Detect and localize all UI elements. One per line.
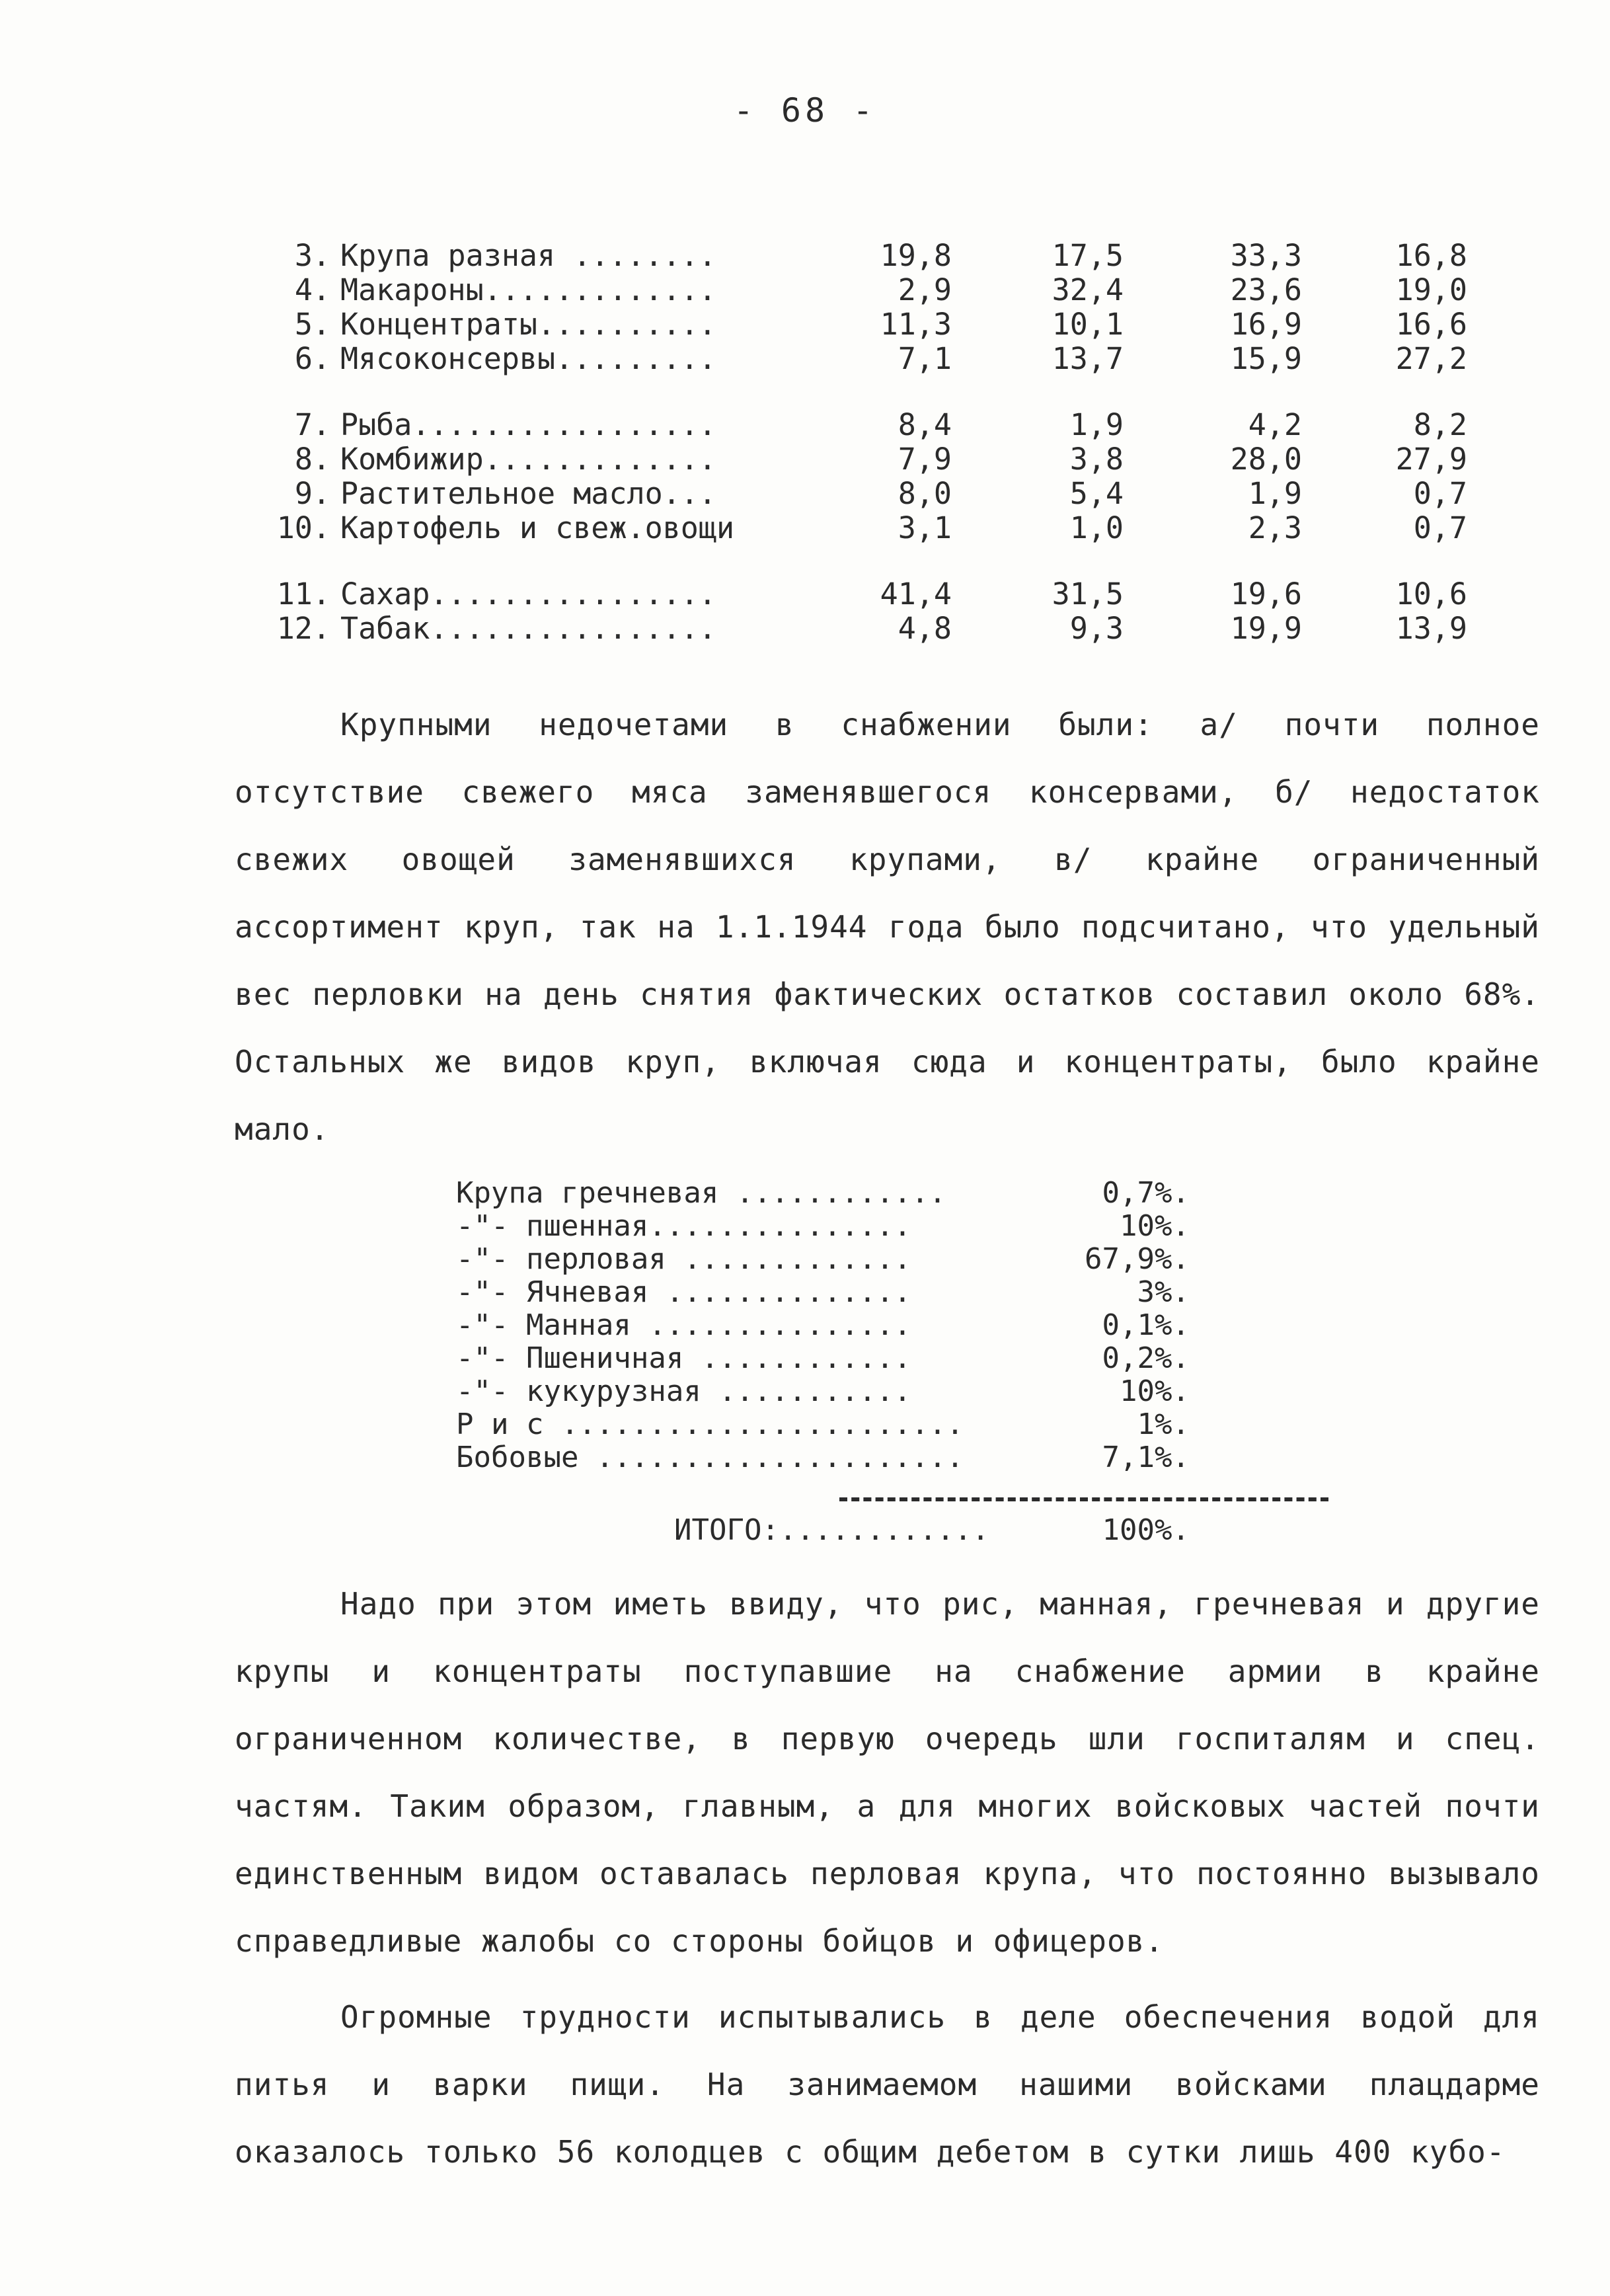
table-row: 5. Концентраты.......... 11,3 10,1 16,9 16,6 (294, 307, 1467, 342)
total-row: ИТОГО:............ 100%. (674, 1513, 1190, 1547)
table-row: 8. Комбижир............. 7,9 3,8 28,0 27,9 (294, 442, 1467, 477)
total-divider (839, 1497, 1328, 1501)
table-row: 7. Рыба................. 8,4 1,9 4,2 8,2 (294, 407, 1467, 442)
table-row: 3. Крупа разная ........ 19,8 17,5 33,3 16,8 (294, 238, 1467, 273)
table-row: 9. Растительное масло... 8,0 5,4 1,9 0,7 (294, 476, 1467, 511)
table-row: 11. Сахар................ 41,4 31,5 19,6 10,6 (276, 576, 1467, 612)
table-row: 4. Макароны............. 2,9 32,4 23,6 19,0 (294, 272, 1467, 307)
list-item: -"- Манная ............... 0,1%. (456, 1308, 1190, 1342)
paragraph-water: Огромные трудности испытывались в деле обеспечения водой для питья и варки пищи. На занимаемом нашими войсками плацдарме оказалось только 56 колодцев с общим дебетом в сутки лишь 400 кубо- (235, 1999, 1540, 2170)
page-number: - 68 - (733, 91, 877, 130)
table-row: 12. Табак................ 4,8 9,3 19,9 13,9 (276, 611, 1467, 646)
list-item: -"- Ячневая .............. 3%. (456, 1275, 1190, 1309)
list-item: -"- кукурузная ........... 10%. (456, 1374, 1190, 1408)
list-item: -"- пшенная............... 10%. (456, 1209, 1190, 1243)
list-item: Крупа гречневая ............ 0,7%. (456, 1176, 1190, 1210)
list-item: Р и с ....................... 1%. (456, 1407, 1190, 1441)
list-item: Бобовые ..................... 7,1%. (456, 1441, 1190, 1474)
paragraph-shortcomings: Крупными недочетами в снабжении были: а/ почти полное отсутствие свежего мяса заменявшегося консервами, б/ недостаток свежих овощей заменявшихся крупами, в/ крайне ограниченный ассортимент круп, так на 1.1.1944 года было подсчитано, что удельный вес перловки на день снятия фактических остатков составил около 68%. Остальных же видов круп, включая сюда и концентраты, было крайне мало. (235, 707, 1540, 1147)
list-item: -"- перловая ............. 67,9%. (456, 1242, 1190, 1276)
table-row: 10. Картофель и свеж.овощи 3,1 1,0 2,3 0,7 (276, 510, 1467, 545)
table-row: 6. Мясоконсервы......... 7,1 13,7 15,9 27,2 (294, 341, 1467, 376)
list-item: -"- Пшеничная ............ 0,2%. (456, 1341, 1190, 1375)
paragraph-distribution: Надо при этом иметь ввиду, что рис, манная, гречневая и другие крупы и концентраты поступавшие на снабжение армии в крайне ограниченном количестве, в первую очередь шли госпиталям и спец. частям. Таким образом, главным, а для многих войсковых частей почти единственным видом оставалась перловая крупа, что постоянно вызывало справедливые жалобы со стороны бойцов и офицеров. (235, 1586, 1540, 1959)
